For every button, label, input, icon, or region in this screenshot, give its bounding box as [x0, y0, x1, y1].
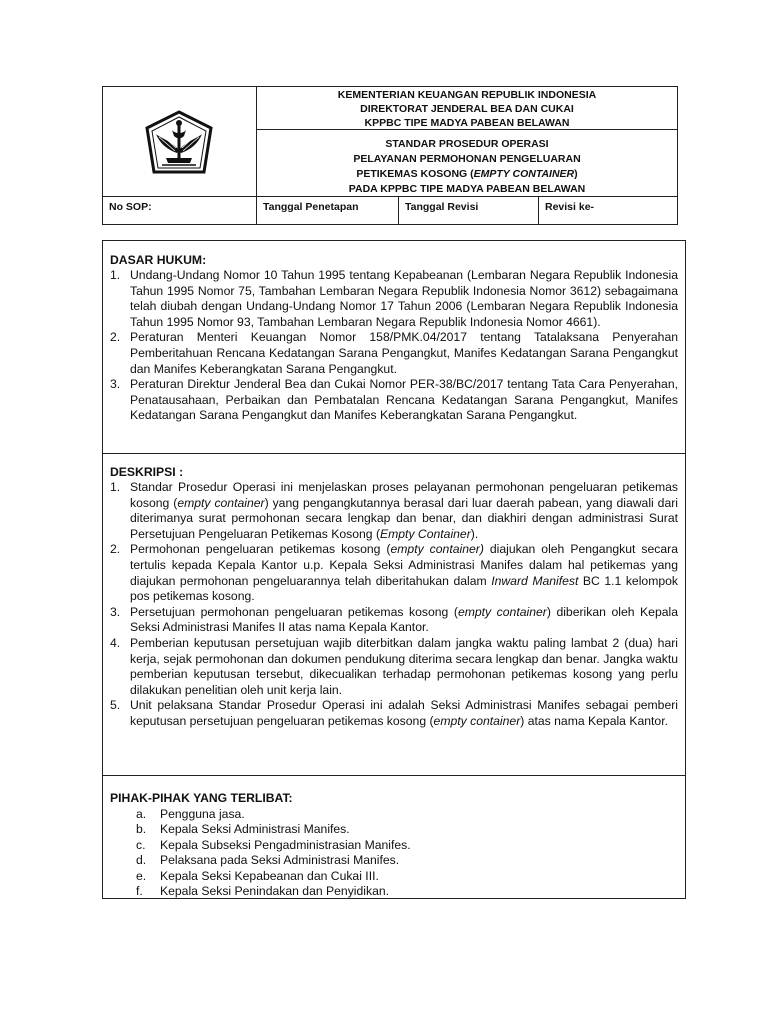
logo-cell — [103, 87, 257, 196]
list-item: e. Kepala Seksi Kepabeanan dan Cukai III. — [136, 868, 379, 883]
organization-block — [257, 87, 677, 130]
office-name: KPPBC TIPE MADYA PABEAN BELAWAN — [364, 117, 570, 129]
list-item: f. Kepala Seksi Penindakan dan Penyidikan. — [136, 884, 390, 899]
list-item: 1. Standar Prosedur Operasi ini menjelaskan proses pelayanan permohonan pengeluaran petikemas kosong (empty container) yang pengangkutannya berasal dari luar daerah pabean, yang diawali dari diterimanya surat permohonan secara lengkap dan benar, dan diakhiri dengan administrasi Surat Persetujuan Pengeluaran Petikemas Kosong (Empty Container). — [110, 480, 679, 541]
sop-content-table — [102, 240, 686, 899]
revisi-ke-label: Revisi ke- — [545, 201, 595, 213]
list-item: b. Kepala Seksi Administrasi Manifes. — [136, 822, 350, 837]
list-item: 2. Permohonan pengeluaran petikemas kosong (empty container) diajukan oleh Pengangkut secara tertulis kepada Kepala Kantor u.p. Kepala Seksi Administrasi Manifes dalam hal petikemas yang diajukan permohonan pengeluarannya telah diberitahukan dalam Inward Manifest BC 1.1 kelompok pos petikemas kosong. — [110, 542, 678, 604]
list-item: a. Pengguna jasa. — [136, 807, 245, 821]
sop-title-line-4: PADA KPPBC TIPE MADYA PABEAN BELAWAN — [348, 183, 586, 195]
sop-title-line-1: STANDAR PROSEDUR OPERASI — [385, 138, 549, 150]
list-item: 4. Pemberian keputusan persetujuan wajib diterbitkan dalam jangka waktu paling lambat 2 (dua) hari kerja, sejak permohonan dan dokumen pendukung diterima secara lengkap dan benar. Jangka waktu pemberian keputusan tersebut, dikecualikan terhadap permohonan petikemas kosong yang perlu dilakukan penelitian oleh unit kerja lain. — [110, 635, 678, 697]
sop-meta-row — [103, 196, 677, 225]
pihak-terlibat-heading: PIHAK-PIHAK YANG TERLIBAT: — [110, 791, 293, 805]
sop-title-block — [257, 130, 677, 196]
list-item: d. Pelaksana pada Seksi Administrasi Manifes. — [136, 853, 400, 868]
no-sop-label: No SOP: — [103, 197, 257, 225]
ministry-name: KEMENTERIAN KEUANGAN REPUBLIK INDONESIA — [337, 89, 597, 101]
list-item: c. Kepala Subseksi Pengadministrasian Manifes. — [136, 837, 411, 852]
sop-title-line-3: PETIKEMAS KOSONG (EMPTY CONTAINER) — [356, 168, 578, 180]
list-item: 3. Persetujuan permohonan pengeluaran petikemas kosong (empty container) diberikan oleh Kepala Seksi Administrasi Manifes II atas nama Kepala Kantor. — [110, 604, 678, 635]
list-item: 3. Peraturan Direktur Jenderal Bea dan Cukai Nomor PER-38/BC/2017 tentang Tata Cara Penyerahan, Penatausahaan, Perbaikan dan Pembatalan Rencana Kedatangan Sarana Pengangkut, Manifes Kedatangan Sarana Pengangkut dan Manifes Keberangkatan Sarana Pengangkut. — [110, 377, 678, 423]
dasar-hukum-section — [103, 241, 685, 453]
sop-title-line-2: PELAYANAN PERMOHONAN PENGELUARAN — [353, 153, 581, 165]
pihak-terlibat-section — [103, 775, 685, 899]
list-item: 1. Undang-Undang Nomor 10 Tahun 1995 tentang Kepabeanan (Lembaran Negara Republik Indonesia Tahun 1995 Nomor 75, Tambahan Lembaran Negara Republik Indonesia Nomor 3612) sebagaimana telah diubah dengan Undang-Undang Nomor 17 Tahun 2006 (Lembaran Negara Republik Indonesia Tahun 1995 Nomor 93, Tambahan Lembaran Negara Republik Indonesia Nomor 4661). — [110, 268, 678, 329]
deskripsi-heading: DESKRIPSI : — [110, 465, 184, 479]
tanggal-revisi-label: Tanggal Revisi — [399, 197, 539, 225]
dasar-hukum-heading: DASAR HUKUM: — [110, 253, 207, 267]
list-item: 2. Peraturan Menteri Keuangan Nomor 158/PMK.04/2017 tentang Tatalaksana Penyerahan Pemberitahuan Rencana Kedatangan Sarana Pengangkut, Manifes Kedatangan Sarana Pengangkut dan Manifes Keberangkatan Sarana Pengangkut. — [110, 330, 678, 376]
list-item: 5. Unit pelaksana Standar Prosedur Operasi ini adalah Seksi Administrasi Manifes sebagai pemberi keputusan persetujuan pengeluaran petikemas kosong (empty container) atas nama Kepala Kantor. — [110, 698, 678, 728]
deskripsi-section — [103, 453, 685, 775]
directorate-name: DIREKTORAT JENDERAL BEA DAN CUKAI — [360, 103, 574, 115]
kemenkeu-emblem-icon — [144, 110, 214, 176]
sop-header-table — [102, 86, 678, 225]
tanggal-penetapan-label: Tanggal Penetapan — [257, 197, 399, 225]
